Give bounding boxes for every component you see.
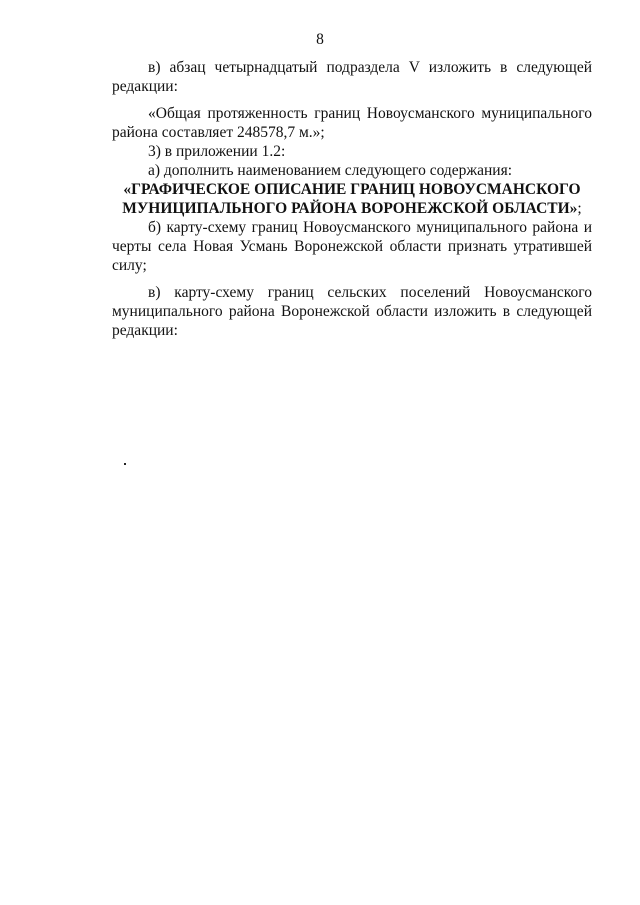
paragraph-quote: «Общая протяженность границ Новоусманского муниципального района составляет 248578,7 м.»; bbox=[112, 105, 592, 141]
heading-line-1: «ГРАФИЧЕСКОЕ ОПИСАНИЕ ГРАНИЦ НОВОУСМАНСКОГО bbox=[123, 181, 581, 198]
paragraph-appendix: 3) в приложении 1.2: bbox=[148, 143, 286, 160]
heading-line-2 bbox=[112, 199, 592, 218]
paragraph-abzac: в) абзац четырнадцатый подраздела V изложить в следующей редакции: bbox=[112, 59, 592, 95]
heading-line-2-text: МУНИЦИПАЛЬНОГО РАЙОНА ВОРОНЕЖСКОЙ ОБЛАСТИ» bbox=[122, 200, 578, 217]
document-body bbox=[112, 58, 592, 340]
heading-suffix: ; bbox=[577, 200, 582, 217]
section-heading bbox=[112, 180, 592, 218]
paragraph-map-new: в) карту-схему границ сельских поселений Новоусманского муниципального района Воронежской области изложить в следующей редакции: bbox=[112, 284, 592, 339]
paragraph-map-void: б) карту-схему границ Новоусманского муниципального района и черты села Новая Усмань Воронежской области признать утратившей силу; bbox=[112, 219, 592, 274]
page-number: 8 bbox=[316, 31, 324, 48]
scan-speck bbox=[124, 463, 126, 465]
paragraph-add-title: а) дополнить наименованием следующего содержания: bbox=[148, 162, 513, 179]
